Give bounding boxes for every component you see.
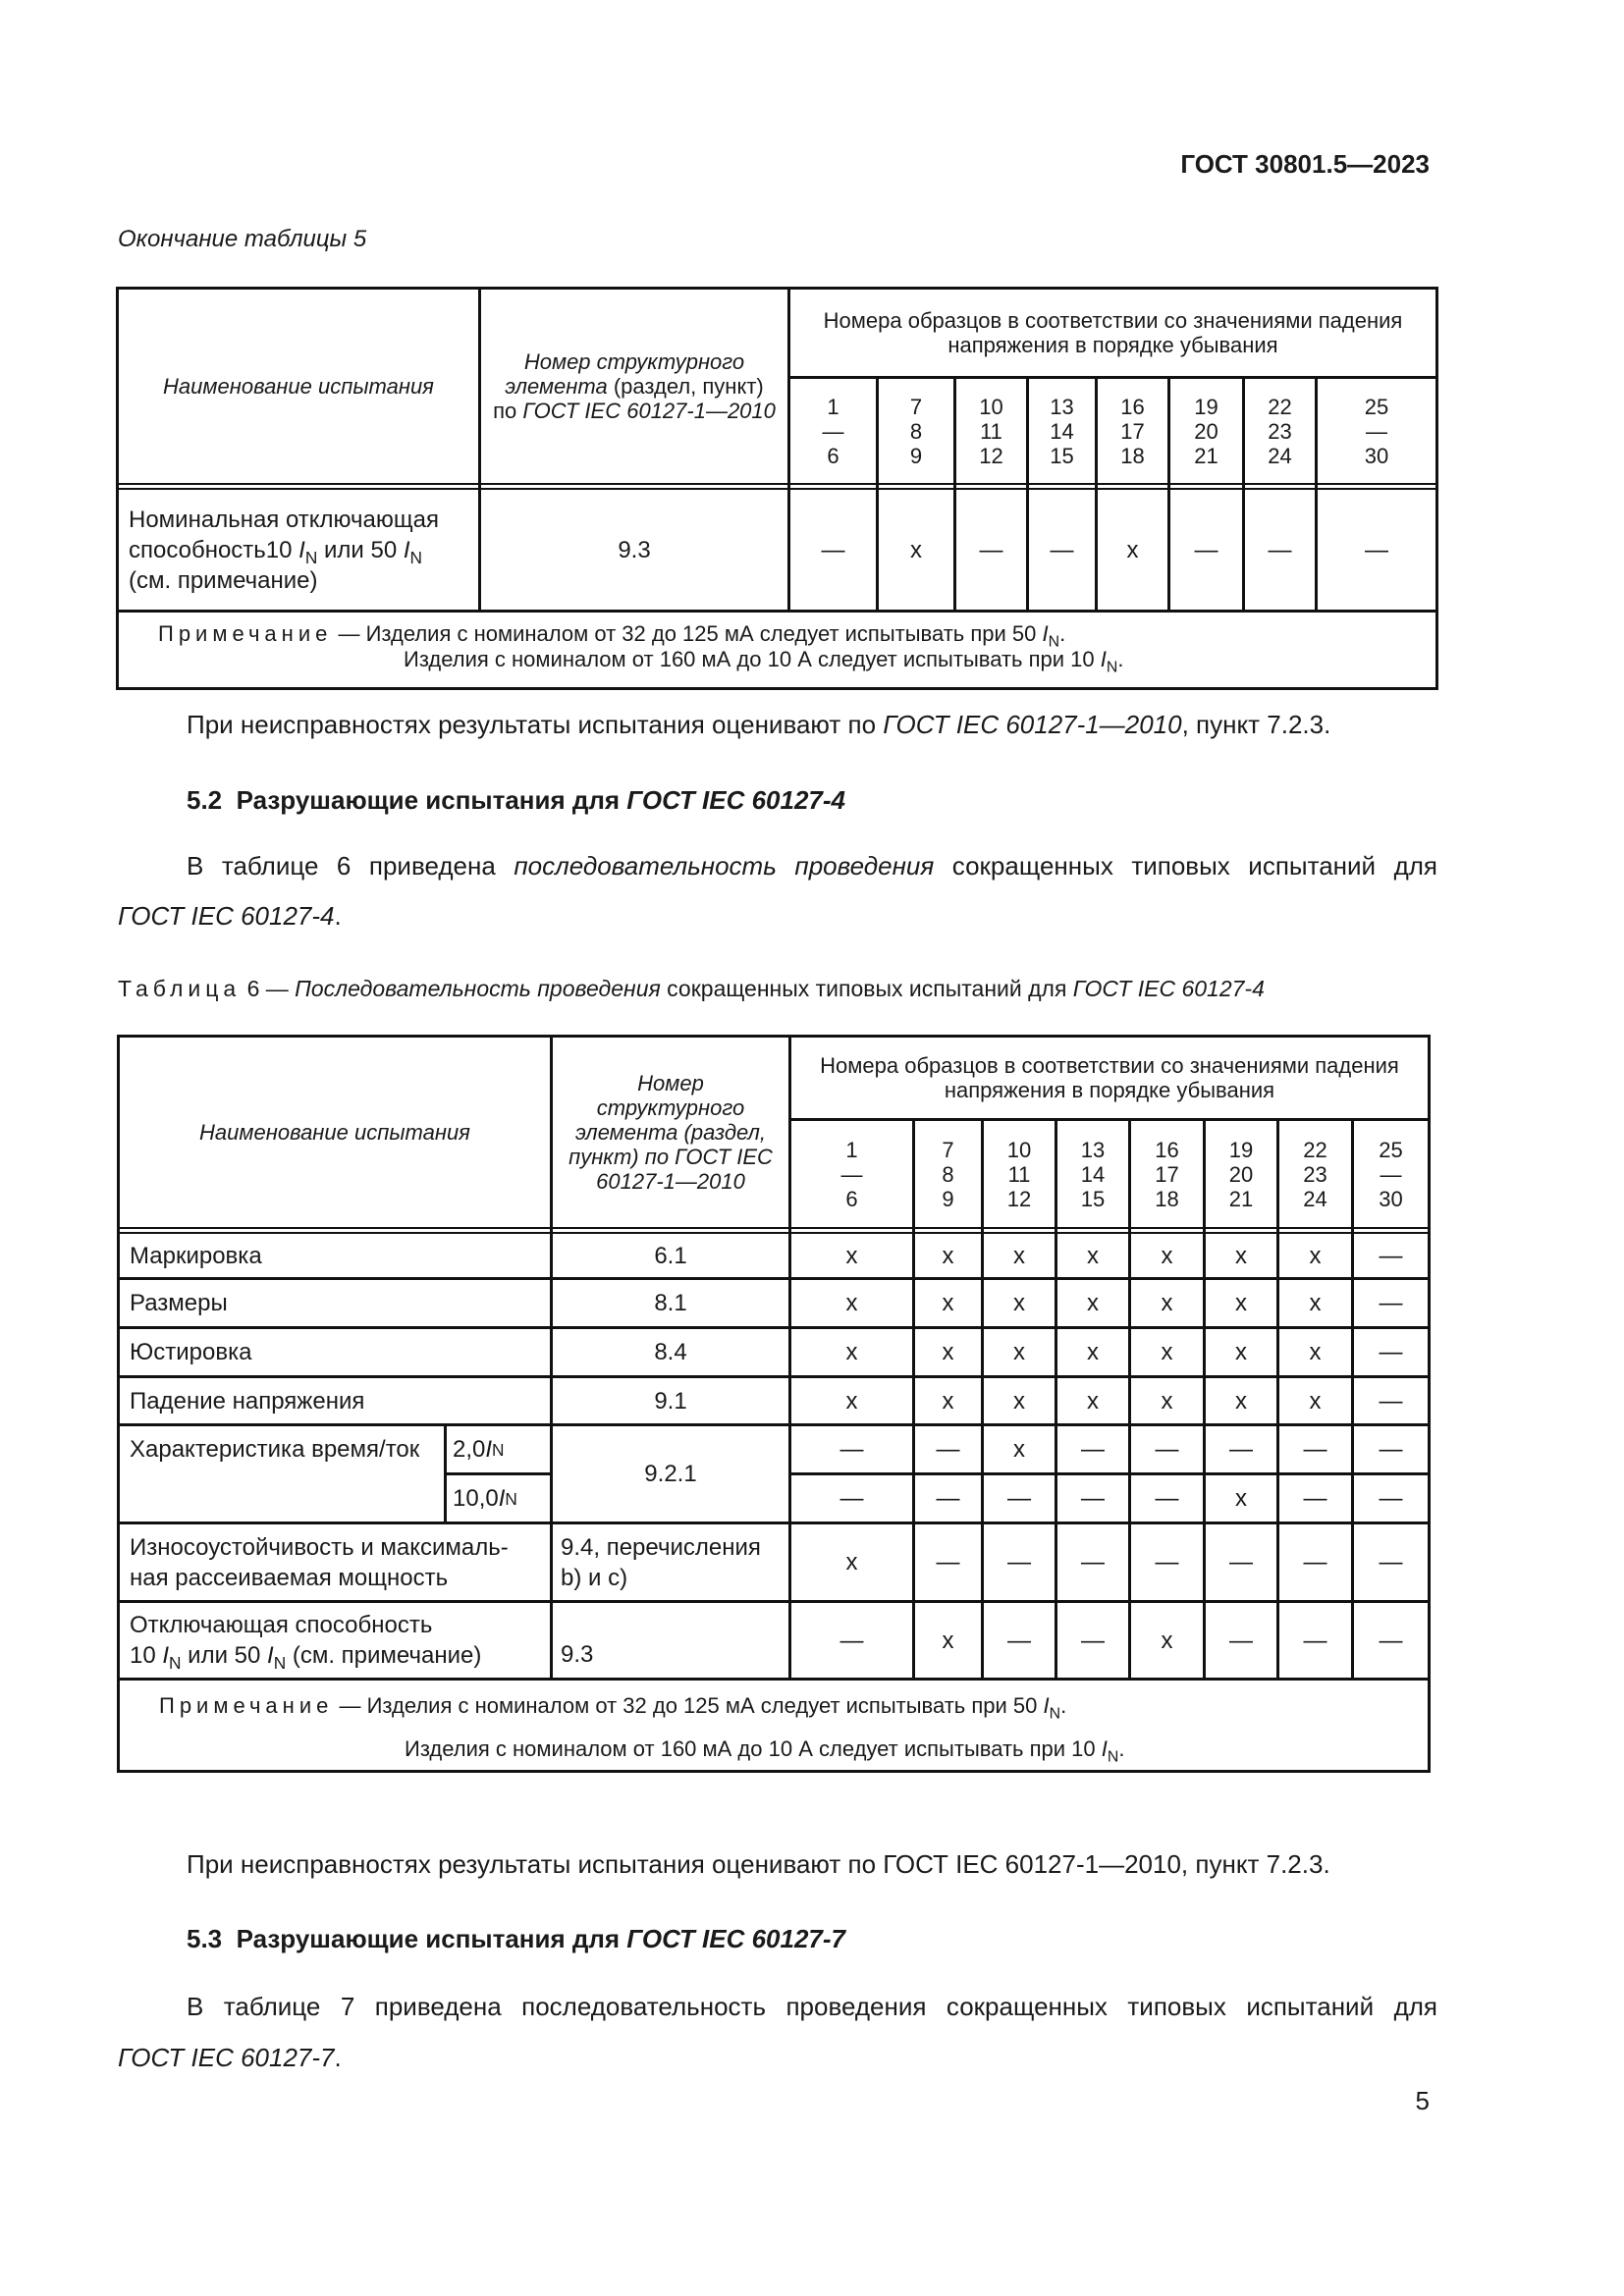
table6-mark: —: [1081, 1485, 1105, 1512]
table6-mark: x: [1309, 1387, 1322, 1415]
table6-mark: x: [845, 1549, 858, 1575]
table6-mark: x: [942, 1290, 954, 1316]
table6-row-element: 9.4, перечисления b) и c): [561, 1533, 761, 1591]
table6-sample-group: 1 — 6: [840, 1137, 863, 1211]
table6-mark: x: [1161, 1243, 1173, 1269]
table6-mark: x: [1087, 1290, 1099, 1316]
table6-sample-group: 25 — 30: [1379, 1137, 1403, 1211]
table6-mark: x: [1087, 1243, 1099, 1269]
table6-mark: —: [1155, 1549, 1179, 1575]
table6-mark: x: [1235, 1290, 1247, 1316]
table6-sample-group: 7 8 9: [942, 1137, 954, 1211]
table5-sample-group: 10 11 12: [979, 394, 1003, 468]
table6-mark: x: [845, 1243, 858, 1269]
table6-mark: —: [1379, 1339, 1403, 1365]
table6-mark: x: [1235, 1339, 1247, 1365]
section-5-2-paragraph-line2: ГОСТ IEC 60127-4.: [118, 901, 342, 931]
table6-mark: x: [942, 1387, 954, 1415]
table6-row-name: Износоустойчивость и максималь- ная рассеиваемая мощность: [130, 1533, 509, 1591]
table6-row-element: 8.1: [654, 1290, 687, 1316]
table6-mark: x: [1309, 1290, 1322, 1316]
table6-header-name: Наименование испытания: [199, 1120, 470, 1145]
section-5-2-paragraph-line1: В таблице 6 приведена последовательность проведения сокращенных типовых испытаний для: [187, 851, 1438, 881]
table5-mark: —: [1365, 537, 1388, 563]
table6-mark: x: [1161, 1290, 1173, 1316]
table5-mark: —: [1050, 537, 1074, 563]
table6-mark: x: [1161, 1387, 1173, 1415]
table5-mark: —: [1268, 537, 1292, 563]
table6-mark: —: [1007, 1485, 1031, 1512]
table6-row-name: Характеристика время/ток: [130, 1436, 420, 1463]
table5-sample-group: 16 17 18: [1120, 394, 1145, 468]
table6-subrow-factor: 2,0 I N: [453, 1436, 505, 1463]
paragraph-after-table6: При неисправностях результаты испытания оценивают по ГОСТ IEC 60127-1—2010, пункт 7.2.3.: [187, 1849, 1330, 1879]
table6-mark: —: [1229, 1436, 1253, 1463]
table6-mark: —: [1303, 1436, 1327, 1463]
table6-mark: —: [1379, 1436, 1403, 1463]
table6-mark: —: [1379, 1387, 1403, 1415]
table6-mark: —: [1303, 1627, 1327, 1654]
table6-mark: —: [839, 1485, 864, 1512]
table6-mark: x: [1235, 1485, 1247, 1512]
paragraph-after-table5: При неисправностях результаты испытания оценивают по ГОСТ IEC 60127-1—2010, пункт 7.2.3.: [187, 710, 1331, 739]
section-5-3-paragraph-line2: ГОСТ IEC 60127-7.: [118, 2043, 342, 2072]
table6-mark: x: [942, 1243, 954, 1269]
table5-sample-group: 25 — 30: [1364, 394, 1389, 468]
table6-row-element: 9.2.1: [644, 1461, 697, 1487]
table6-mark: —: [1007, 1549, 1031, 1575]
table6-row-name: Юстировка: [130, 1339, 252, 1365]
table6-row-name: Размеры: [130, 1290, 228, 1316]
table6-mark: x: [1235, 1387, 1247, 1415]
table6-mark: —: [1379, 1627, 1403, 1654]
table5-mark: —: [1194, 537, 1218, 563]
table6-mark: x: [1161, 1627, 1173, 1654]
table5-sample-group: 13 14 15: [1050, 394, 1074, 468]
table6-mark: x: [1013, 1339, 1025, 1365]
table6-mark: x: [1013, 1436, 1025, 1463]
table6-mark: x: [1013, 1243, 1025, 1269]
table6-row-element: 9.3: [561, 1641, 594, 1668]
table5-header-element: Номер структурного элемента (раздел, пункт) по ГОСТ IEC 60127-1—2010: [493, 349, 776, 423]
table6-row-element: 9.1: [654, 1387, 687, 1415]
table6-row-element: 8.4: [654, 1339, 687, 1365]
table6-mark: x: [1309, 1243, 1322, 1269]
table6-mark: —: [1379, 1549, 1403, 1575]
table6-mark: x: [845, 1387, 858, 1415]
table6-mark: x: [1309, 1339, 1322, 1365]
table-6: [117, 1035, 1431, 1773]
table5-sample-group: 19 20 21: [1194, 394, 1218, 468]
page-number: 5: [1415, 2086, 1430, 2115]
table6-mark: —: [1081, 1436, 1105, 1463]
table5-note-line1: Примечание — Изделия с номиналом от 32 до 125 мА следует испытывать при 50 $I_N$.: [158, 621, 1066, 651]
table6-mark: x: [1013, 1290, 1025, 1316]
table6-mark: —: [936, 1549, 960, 1575]
table6-header-element: Номер структурного элемента (раздел, пункт) по ГОСТ IEC 60127-1—2010: [568, 1071, 773, 1194]
table5-header-name: Наименование испытания: [163, 374, 434, 399]
table6-row-name: Маркировка: [130, 1243, 262, 1269]
table6-mark: —: [1007, 1627, 1031, 1654]
table6-mark: —: [1379, 1243, 1403, 1269]
table6-mark: —: [839, 1627, 864, 1654]
table6-mark: —: [1303, 1485, 1327, 1512]
table6-mark: x: [942, 1627, 954, 1654]
table6-subrow-factor: 10,0 I N: [453, 1485, 517, 1512]
table6-sample-group: 13 14 15: [1080, 1137, 1106, 1211]
table5-row-element: 9.3: [618, 537, 651, 563]
table5-header-samples: Номера образцов в соответствии со значениями падения напряжения в порядке убывания: [823, 308, 1403, 357]
section-5-3-heading: 5.3 Разрушающие испытания для ГОСТ IEC 60127-7: [187, 1924, 846, 1953]
table6-mark: —: [839, 1436, 864, 1463]
table6-mark: —: [1229, 1549, 1253, 1575]
table6-header-samples: Номера образцов в соответствии со значениями падения напряжения в порядке убывания: [820, 1053, 1399, 1102]
table6-note-line2: Изделия с номиналом от 160 мА до 10 А следует испытывать при 10 $I_N$.: [405, 1736, 1125, 1766]
table6-mark: x: [1087, 1339, 1099, 1365]
table6-sample-group: 22 23 24: [1303, 1137, 1327, 1211]
table6-row-name: Падение напряжения: [130, 1387, 365, 1415]
table6-mark: —: [1155, 1485, 1179, 1512]
table6-mark: —: [936, 1485, 960, 1512]
section-5-2-heading: 5.2 Разрушающие испытания для ГОСТ IEC 60127-4: [187, 785, 846, 815]
table6-mark: x: [1235, 1243, 1247, 1269]
table5-sample-group: 7 8 9: [909, 394, 923, 468]
table6-mark: —: [1379, 1485, 1403, 1512]
table6-mark: x: [845, 1290, 858, 1316]
table5-sample-group: 1 — 6: [822, 394, 844, 468]
table5-continuation-label: Окончание таблицы 5: [118, 226, 367, 252]
table6-mark: —: [936, 1436, 960, 1463]
table5-note-line2: Изделия с номиналом от 160 мА до 10 А следует испытывать при 10 $I_N$.: [404, 647, 1124, 676]
table6-mark: —: [1379, 1290, 1403, 1316]
section-5-3-paragraph-line1: В таблице 7 приведена последовательность проведения сокращенных типовых испытаний для: [187, 1992, 1437, 2021]
table6-mark: x: [942, 1339, 954, 1365]
table5-row-name: Номинальная отключающая способность10 $I_N$ или 50 $I_N$ (см. примечание): [129, 507, 439, 594]
table6-row-name: Отключающая способность 10 $I_N$ или 50 $I_N$ (см. примечание): [130, 1612, 482, 1674]
table5-mark: x: [1126, 537, 1139, 563]
table5-mark: —: [821, 537, 845, 563]
table6-mark: x: [845, 1339, 858, 1365]
table6-mark: —: [1229, 1627, 1253, 1654]
table6-mark: —: [1081, 1549, 1105, 1575]
table5-sample-group: 22 23 24: [1268, 394, 1292, 468]
table6-mark: —: [1081, 1627, 1105, 1654]
table6-mark: —: [1303, 1549, 1327, 1575]
document-header: ГОСТ 30801.5—2023: [1180, 149, 1430, 179]
table5-mark: —: [979, 537, 1003, 563]
table6-note-line1: Примечание — Изделия с номиналом от 32 до 125 мА следует испытывать при 50 $I_N$.: [159, 1693, 1067, 1723]
table6-mark: x: [1013, 1387, 1025, 1415]
table6-row-element: 6.1: [654, 1243, 687, 1269]
table6-sample-group: 16 17 18: [1155, 1137, 1179, 1211]
table6-sample-group: 10 11 12: [1006, 1137, 1032, 1211]
table6-sample-group: 19 20 21: [1228, 1137, 1254, 1211]
table-5: [116, 287, 1438, 690]
table5-mark: x: [910, 537, 922, 563]
table6-mark: x: [1161, 1339, 1173, 1365]
table6-mark: x: [1087, 1387, 1099, 1415]
table6-caption: Таблица 6 — Последовательность проведения сокращенных типовых испытаний для ГОСТ IEC 60127-4: [118, 976, 1265, 1001]
table6-mark: —: [1155, 1436, 1179, 1463]
